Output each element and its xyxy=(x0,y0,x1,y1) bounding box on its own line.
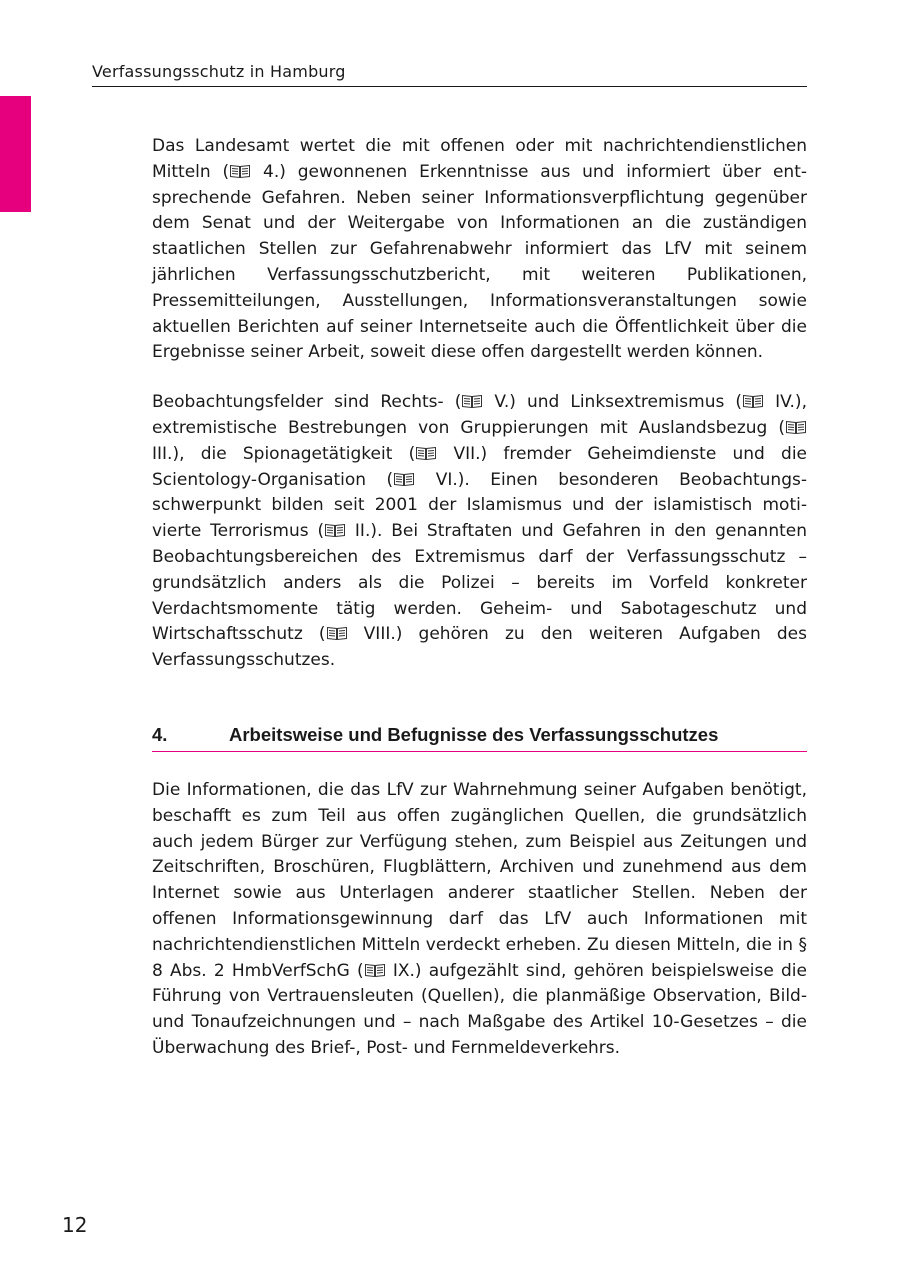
book-icon xyxy=(229,163,251,179)
paragraph-observation-fields xyxy=(152,390,807,674)
book-icon xyxy=(785,419,807,435)
text-run: Das Landesamt wertet die mit offenen oder mit nachrichtendienstlichen Mitteln ( xyxy=(152,136,807,182)
text-run: , die Spionagetätigkeit ( xyxy=(179,443,416,464)
text-run: Beobachtungsfelder sind Rechts- ( xyxy=(152,392,462,413)
paragraph-methods xyxy=(152,778,807,1062)
text-run: . Einen besonderen Beobachtungsschwerpunkt bilden seit 2001 der Islamismus und der islamistisch motivierte Terrorismus ( xyxy=(152,469,807,542)
book-icon xyxy=(461,393,483,409)
text-run: aufgezählt sind, gehören beispielsweise die Führung von Vertrauensleuten (Quellen), die planmäßige Observation, Bild- und Tonaufzeichnungen und – nach Maßgabe des Artikel 10-Gesetzes – die Überwachung des Brief-, Post- und Fernmeldeverkehrs. xyxy=(152,960,807,1058)
text-run: gewonnenen Erkenntnisse aus und informiert über entsprechende Gefahren. Neben seiner Informationsverpflichtung gegenüber dem Senat und der Weitergabe von Informationen an die zuständigen staatlichen Stellen zur Gefahrenabwehr informiert das LfV mit seinem jährlichen Verfassungsschutzbericht, mit weiteren Publikationen, Pressemitteilungen, Ausstellungen, Informationsveranstaltungen sowie aktuellen Berichten auf seiner Internetseite auch die Öffentlichkeit über die Ergebnisse seiner Arbeit, soweit diese offen dargestellt werden können. xyxy=(152,161,808,363)
page-number: 12 xyxy=(62,1213,88,1237)
section-number: 4. xyxy=(152,723,168,745)
book-icon xyxy=(326,625,348,641)
text-run: Die Informationen, die das LfV zur Wahrnehmung seiner Aufgaben benötigt, beschafft es zum Teil aus offen zugänglichen Quellen, die grundsätzlich auch jedem Bürger zur Verfügung stehen, zum Beispiel aus Zeitungen und Zeitschriften, Broschüren, Flugblättern, Archiven und zunehmend aus dem Internet sowie aus Unterlagen anderer staatlicher Stellen. Neben der offenen Informationsgewinnung darf das LfV auch Informationen mit nachrichtendienstlichen Mitteln verdeckt erheben. Zu diesen Mitteln, die in § 8 Abs. 2 HmbVerfSchG ( xyxy=(152,779,807,981)
running-header-title: Verfassungsschutz in Hamburg xyxy=(92,62,346,81)
page-body xyxy=(152,134,807,1062)
cross-reference: 4.) xyxy=(263,161,286,182)
cross-reference: III.) xyxy=(152,443,180,464)
book-icon xyxy=(742,393,764,409)
cross-reference: VI.) xyxy=(435,469,465,490)
text-run: und Linksextremismus ( xyxy=(515,392,743,413)
book-icon xyxy=(324,522,346,538)
cross-reference: IV.) xyxy=(775,392,802,413)
book-icon xyxy=(415,445,437,461)
text-run: fremder Geheimdienste und die Scientology-Organisation ( xyxy=(152,443,808,490)
section-spacer xyxy=(152,752,807,778)
running-header xyxy=(92,60,807,87)
text-run: , extremistische Bestrebungen von Gruppierungen mit Auslandsbezug ( xyxy=(152,392,807,438)
cross-reference: II.) xyxy=(354,521,377,542)
cross-reference: V.) xyxy=(494,392,516,413)
cross-reference: VII.) xyxy=(453,443,488,464)
text-run: . Bei Straftaten und Gefahren in den genannten Beobachtungsbereichen des Extremismus darf der Verfassungsschutz – grundsätzlich anders als die Polizei – bereits im Vorfeld konkreter Verdachtsmomente tätig werden. Geheim- und Sabotageschutz und Wirtschaftsschutz ( xyxy=(152,521,808,645)
section-heading xyxy=(152,722,807,752)
book-icon xyxy=(364,962,386,978)
text-run: gehören zu den weiteren Aufgaben des Verfassungsschutzes. xyxy=(152,624,807,671)
book-icon xyxy=(393,471,415,487)
section-title: Arbeitsweise und Befugnisse des Verfassungsschutzes xyxy=(229,723,719,745)
cross-reference: IX.) xyxy=(392,960,422,981)
paragraph-tasks xyxy=(152,134,807,366)
cross-reference: VIII.) xyxy=(363,624,403,645)
chapter-color-tab xyxy=(0,96,31,212)
